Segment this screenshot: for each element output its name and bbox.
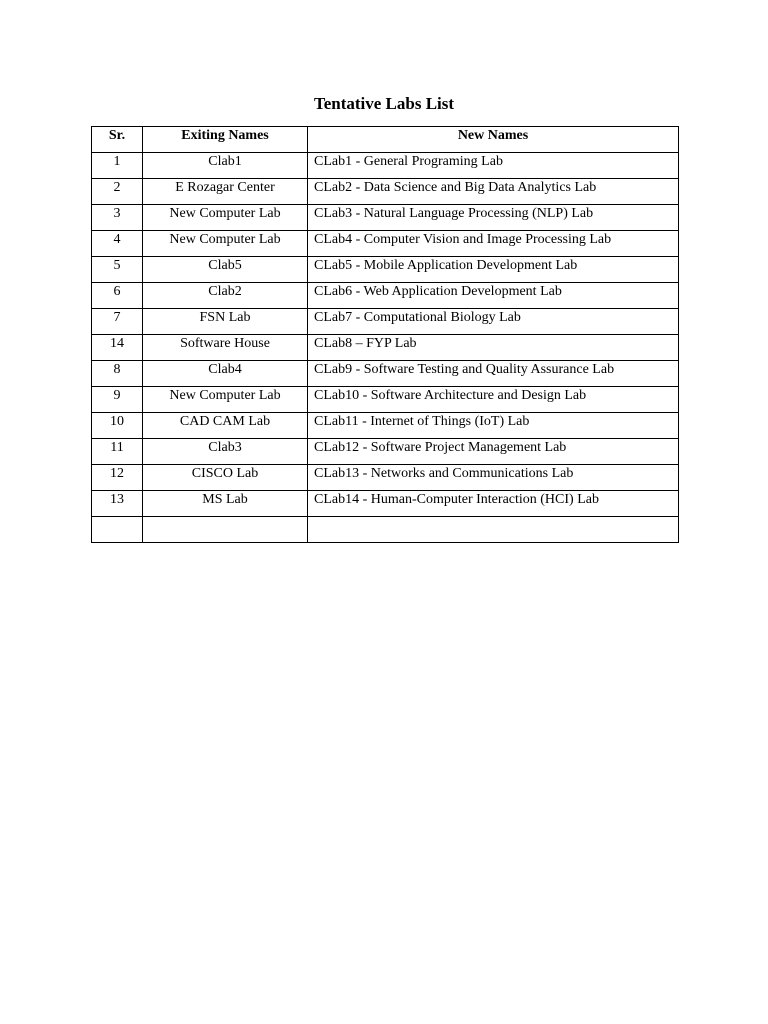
cell-exiting-name: CISCO Lab [143,465,308,491]
table-row [92,413,679,439]
table-row [92,439,679,465]
cell-sr: 4 [92,231,143,257]
header-exiting-names: Exiting Names [143,127,308,153]
cell-exiting-name [143,517,308,543]
cell-exiting-name: E Rozagar Center [143,179,308,205]
cell-exiting-name: Clab2 [143,283,308,309]
cell-exiting-name: FSN Lab [143,309,308,335]
cell-new-name: CLab6 - Web Application Development Lab [308,283,679,309]
cell-exiting-name: Clab1 [143,153,308,179]
cell-sr: 2 [92,179,143,205]
table-row [92,387,679,413]
cell-sr: 6 [92,283,143,309]
cell-new-name: CLab4 - Computer Vision and Image Processing Lab [308,231,679,257]
cell-sr: 10 [92,413,143,439]
cell-new-name: CLab8 – FYP Lab [308,335,679,361]
header-sr: Sr. [92,127,143,153]
cell-new-name: CLab14 - Human-Computer Interaction (HCI) Lab [308,491,679,517]
cell-exiting-name: CAD CAM Lab [143,413,308,439]
cell-sr: 5 [92,257,143,283]
cell-new-name [308,517,679,543]
cell-new-name: CLab3 - Natural Language Processing (NLP) Lab [308,205,679,231]
cell-exiting-name: Software House [143,335,308,361]
cell-sr: 14 [92,335,143,361]
cell-new-name: CLab7 - Computational Biology Lab [308,309,679,335]
cell-exiting-name: New Computer Lab [143,205,308,231]
cell-exiting-name: Clab5 [143,257,308,283]
cell-sr: 12 [92,465,143,491]
table-row [92,153,679,179]
page-title: Tentative Labs List [313,94,455,113]
cell-new-name: CLab11 - Internet of Things (IoT) Lab [308,413,679,439]
cell-exiting-name: New Computer Lab [143,387,308,413]
table-row [92,283,679,309]
cell-new-name: CLab13 - Networks and Communications Lab [308,465,679,491]
cell-sr: 7 [92,309,143,335]
labs-table [91,126,679,543]
table-row [92,231,679,257]
table-row [92,257,679,283]
table-row [92,491,679,517]
cell-sr: 9 [92,387,143,413]
cell-sr [92,517,143,543]
cell-new-name: CLab9 - Software Testing and Quality Assurance Lab [308,361,679,387]
cell-new-name: CLab10 - Software Architecture and Design Lab [308,387,679,413]
cell-sr: 13 [92,491,143,517]
table-row [92,361,679,387]
cell-new-name: CLab5 - Mobile Application Development Lab [308,257,679,283]
table-row [92,465,679,491]
cell-sr: 3 [92,205,143,231]
cell-exiting-name: Clab4 [143,361,308,387]
cell-exiting-name: Clab3 [143,439,308,465]
table-row [92,179,679,205]
cell-sr: 11 [92,439,143,465]
cell-new-name: CLab1 - General Programing Lab [308,153,679,179]
cell-sr: 1 [92,153,143,179]
table-row-empty [92,517,679,543]
cell-exiting-name: MS Lab [143,491,308,517]
cell-sr: 8 [92,361,143,387]
table-header-row [92,127,679,153]
cell-exiting-name: New Computer Lab [143,231,308,257]
table-row [92,205,679,231]
cell-new-name: CLab12 - Software Project Management Lab [308,439,679,465]
header-new-names: New Names [308,127,679,153]
table-row [92,309,679,335]
cell-new-name: CLab2 - Data Science and Big Data Analytics Lab [308,179,679,205]
table-row [92,335,679,361]
